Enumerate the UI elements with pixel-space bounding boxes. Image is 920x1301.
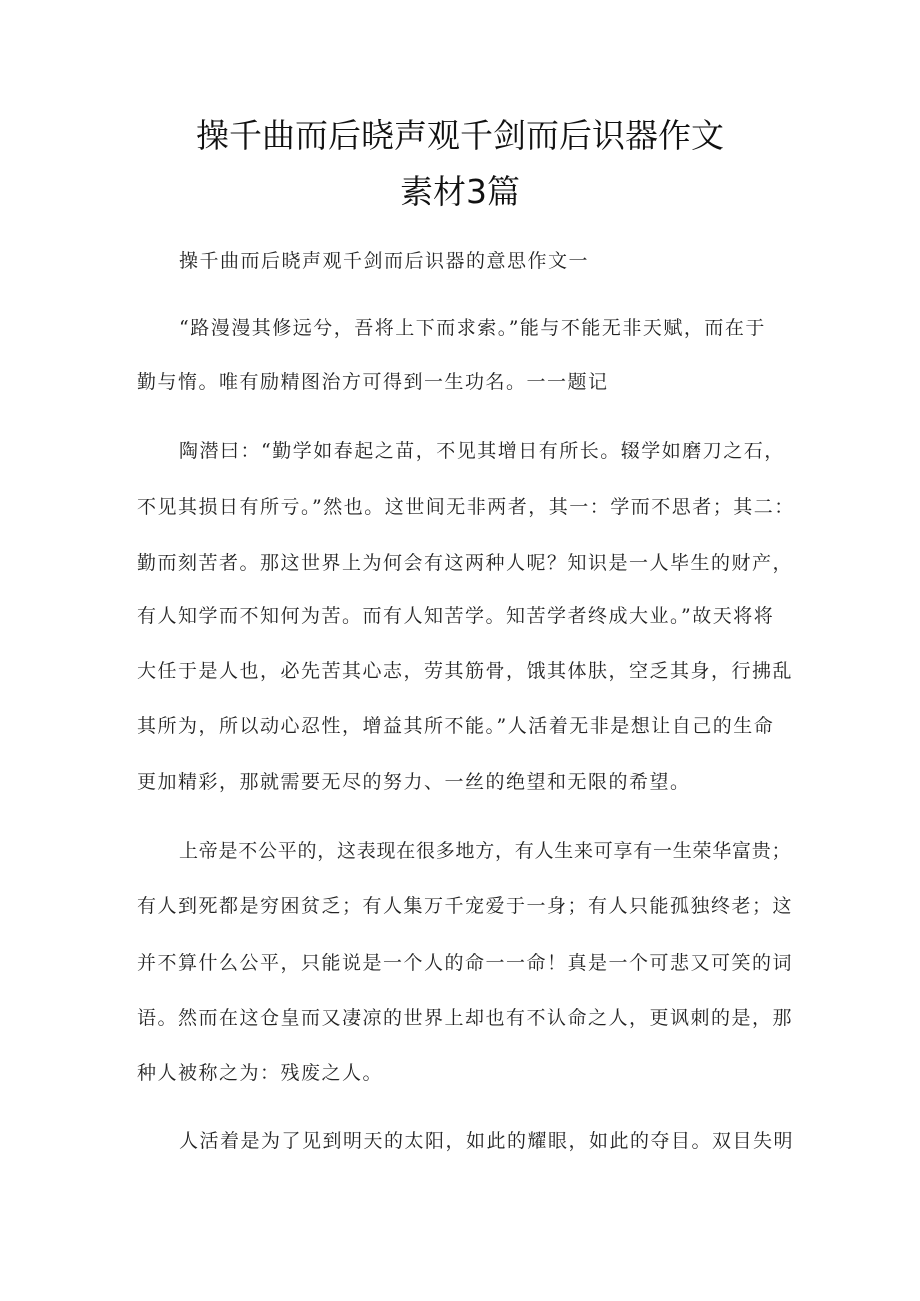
paragraph-2-line-2: 不见其损日有所亏。”然也。这世间无非两者，其一：学而不思者；其二： <box>137 496 795 518</box>
paragraph-2-line-3: 勤而刻苦者。那这世界上为何会有这两种人呢？知识是一人毕生的财产， <box>137 552 794 574</box>
paragraph-3-line-1: 上帝是不公平的，这表现在很多地方，有人生来可享有一生荣华富贵； <box>179 840 792 862</box>
paragraph-3-line-2: 有人到死都是穷困贫乏；有人集万千宠爱于一身；有人只能孤独终老；这 <box>137 895 794 917</box>
document-title-line-2: 素材3篇 <box>400 172 520 211</box>
section-subtitle: 操千曲而后晓声观千剑而后识器的意思作文一 <box>179 250 590 272</box>
document-title-line-1: 操千曲而后晓声观千剑而后识器作文 <box>196 116 724 155</box>
paragraph-3-line-3: 并不算什么公平，只能说是一个人的命一一命！真是一个可悲又可笑的词 <box>137 952 794 974</box>
paragraph-3-line-5: 种人被称之为：残废之人。 <box>137 1062 384 1084</box>
paragraph-2-line-4: 有人知学而不知何为苦。而有人知苦学。知苦学者终成大业。”故天将将 <box>137 605 775 627</box>
paragraph-2-line-5: 大任于是人也，必先苦其心志，劳其筋骨，饿其体肤，空乏其身，行拂乱 <box>137 660 794 682</box>
paragraph-4-line-1: 人活着是为了见到明天的太阳，如此的耀眼，如此的夺目。双目失明 <box>179 1130 795 1152</box>
paragraph-1-line-2: 勤与惰。唯有励精图治方可得到一生功名。一一题记 <box>137 371 609 393</box>
paragraph-2-line-6: 其所为，所以动心忍性，增益其所不能。”人活着无非是想让自己的生命 <box>137 715 775 737</box>
paragraph-2-line-7: 更加精彩，那就需要无尽的努力、一丝的绝望和无限的希望。 <box>137 771 691 793</box>
paragraph-2-line-1: 陶潜曰：“勤学如春起之苗，不见其增日有所长。辍学如磨刀之石， <box>179 440 785 462</box>
paragraph-1-line-1: “路漫漫其修远兮，吾将上下而求索。”能与不能无非天赋，而在于 <box>179 317 766 339</box>
paragraph-3-line-4: 语。然而在这仓皇而又凄凉的世界上却也有不认命之人，更讽刺的是，那 <box>137 1007 794 1029</box>
